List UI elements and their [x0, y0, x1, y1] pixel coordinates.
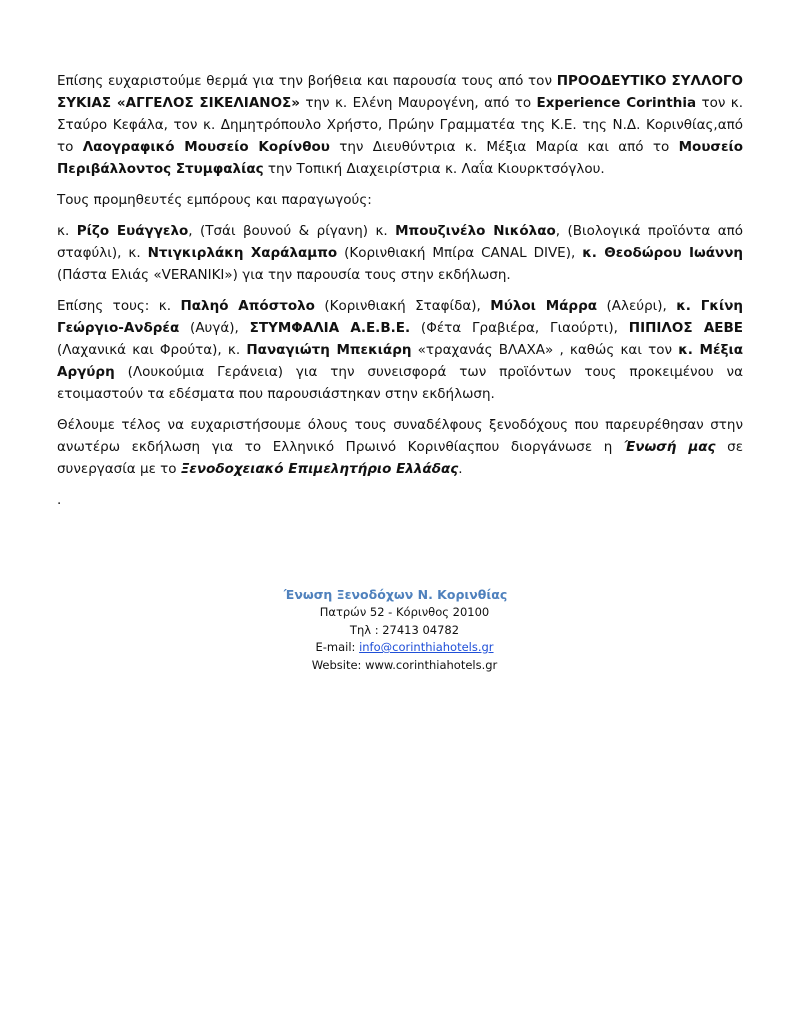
- text-run: , (Βιολογικά προϊόντα από σταφύλι), κ.: [57, 223, 743, 261]
- email-line: [18, 639, 791, 657]
- text-run: «τραχανάς ΒΛΑΧΑ» , καθώς και τον: [411, 342, 679, 358]
- organization-name: Ένωση Ξενοδόχων Ν. Κορινθίας: [283, 587, 508, 602]
- text-run: Παληό Απόστολο: [180, 298, 315, 314]
- text-run: (Κορινθιακή Σταφίδα),: [314, 298, 491, 314]
- phone-line: Τηλ : 27413 04782: [349, 622, 460, 637]
- text-run: (Λαχανικά και Φρούτα), κ.: [57, 342, 247, 358]
- email-label: E-mail:: [315, 640, 360, 654]
- text-run: Επίσης τους: κ.: [57, 298, 181, 314]
- text-run: (Αλεύρι),: [597, 298, 677, 314]
- text-run: την Διευθύντρια κ. Μέξια Μαρία και από το: [329, 139, 679, 155]
- email-link[interactable]: info@corinthiahotels.gr: [359, 640, 494, 654]
- paragraph-product-contributors: [57, 295, 743, 405]
- text-run: ΠΡΟΟΔΕΥΤΙΚΟ ΣΥΛΛΟΓΟ ΣΥΚΙΑΣ «ΑΓΓΕΛΟΣ ΣΙΚΕΛΙΑΝΟΣ»: [57, 73, 743, 111]
- text-run: Μουσείο Περιβάλλοντος Στυμφαλίας: [57, 139, 743, 177]
- text-run: κ.: [57, 223, 77, 239]
- text-run: Παναγιώτη Μπεκιάρη: [246, 342, 412, 358]
- text-run: Ντιγκιρλάκη Χαράλαμπο: [147, 245, 338, 261]
- website-line: Website: www.corinthiahotels.gr: [311, 657, 498, 672]
- text-run: Ξενοδοχειακό Επιμελητήριο Ελλάδας: [180, 461, 459, 477]
- text-run: (Κορινθιακή Μπίρα CANAL DIVE),: [337, 245, 583, 261]
- text-run: Επίσης ευχαριστούμε θερμά για την βοήθεια και παρουσία τους από τον: [57, 73, 557, 89]
- text-run: (Αυγά),: [179, 320, 250, 336]
- text-run: την κ. Ελένη Μαυρογένη, από το: [300, 95, 537, 111]
- text-run: ΣΤΥΜΦΑΛΙΑ Α.Ε.Β.Ε.: [249, 320, 411, 336]
- text-run: κ. Θεοδώρου Ιωάννη: [582, 245, 744, 261]
- contact-footer: [0, 585, 791, 674]
- text-run: Μύλοι Μάρρα: [490, 298, 598, 314]
- paragraph-closing-thanks: [57, 414, 743, 480]
- address-line: Πατρών 52 - Κόρινθος 20100: [319, 605, 490, 619]
- text-run: , (Τσάι βουνού & ρίγανη) κ.: [188, 223, 396, 239]
- text-run: σε συνεργασία με το: [57, 439, 743, 477]
- text-run: ΠΙΠΙΛΟΣ ΑΕΒΕ: [628, 320, 743, 336]
- document-body: [57, 70, 743, 511]
- paragraph-suppliers-intro: [57, 189, 743, 211]
- paragraph-suppliers-list: [57, 220, 743, 286]
- text-run: (Λουκούμια Γεράνεια) για την συνεισφορά των προϊόντων τους προκειμένου να ετοιμαστούν τα εδέσματα που παρουσιάστηκαν στην εκδήλωση.: [57, 364, 743, 402]
- text-run: Θέλουμε τέλος να ευχαριστήσουμε όλους τους συναδέλφους ξενοδόχους που παρευρέθησαν στην ανωτέρω εκδήλωση για το Ελληνικό Πρωινό Κορινθίαςπου διοργάνωσε η: [57, 417, 743, 455]
- text-run: Ένωσή μας: [623, 439, 716, 455]
- text-run: (Πάστα Ελιάς «VERANIKI») για την παρουσία τους στην εκδήλωση.: [57, 267, 511, 283]
- text-run: (Φέτα Γραβιέρα, Γιαούρτι),: [410, 320, 629, 336]
- text-run: Experience Corinthia: [536, 95, 697, 111]
- trailing-dot: .: [57, 492, 62, 508]
- text-run: Μπουζινέλο Νικόλαο: [395, 223, 556, 239]
- text-run: κ. Γκίνη Γεώργιο-Ανδρέα: [57, 298, 744, 336]
- text-run: .: [458, 461, 463, 477]
- text-run: κ. Μέξια Αργύρη: [57, 342, 744, 380]
- text-run: Ρίζο Ευάγγελο: [76, 223, 189, 239]
- text-run: την Τοπική Διαχειρίστρια κ. Λαΐα Κιουρκτσόγλου.: [263, 161, 605, 177]
- text-run: τον κ. Σταύρο Κεφάλα, τον κ. Δημητρόπουλο Χρήστο, Πρώην Γραμματέα της Κ.Ε. της Ν.Δ. Κορινθίας,από το: [57, 95, 744, 155]
- text-run: Τους προμηθευτές εμπόρους και παραγωγούς:: [57, 192, 372, 208]
- paragraph-thanks-organizations: [57, 70, 743, 180]
- text-run: Λαογραφικό Μουσείο Κορίνθου: [82, 139, 330, 155]
